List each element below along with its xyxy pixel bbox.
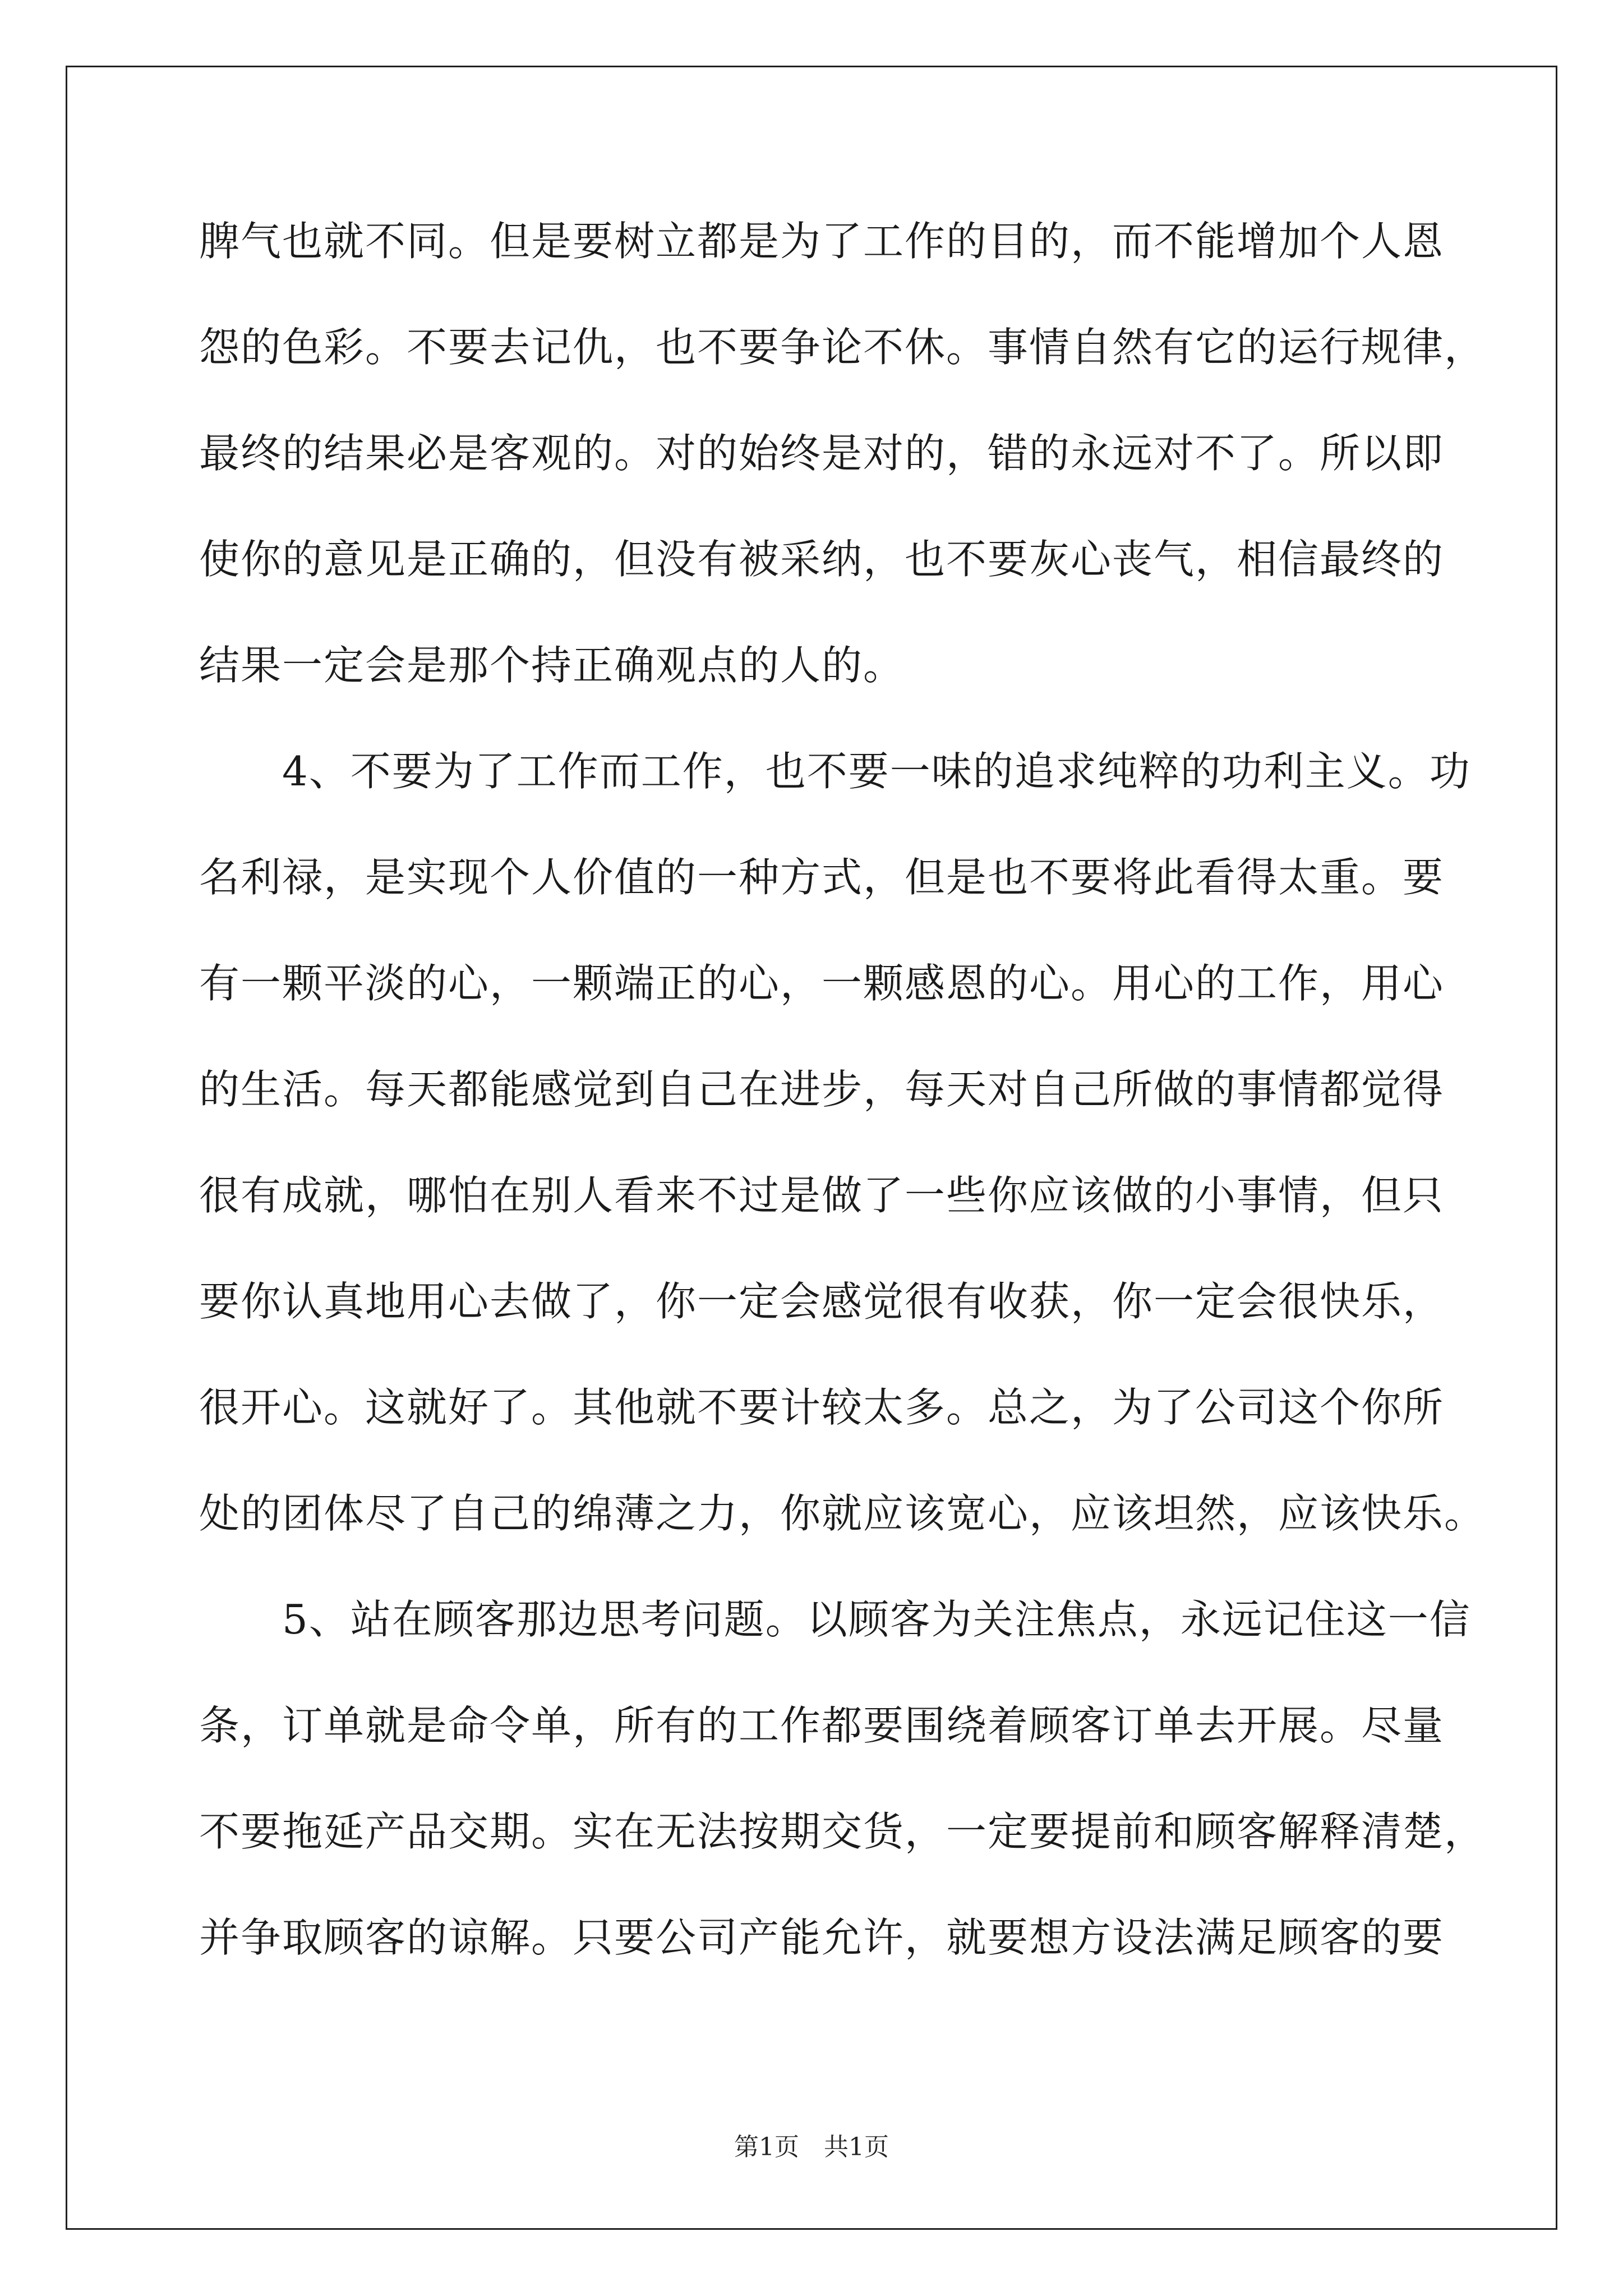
- document-body: [199, 213, 1486, 2016]
- text-line: 条，订单就是命令单，所有的工作都要围绕着顾客订单去开展。尽量: [199, 1702, 1445, 1749]
- text-line: 处的团体尽了自己的绵薄之力，你就应该宽心，应该坦然，应该快乐。: [199, 1490, 1486, 1537]
- text-line: 结果一定会是那个持正确观点的人的。: [199, 642, 905, 689]
- text-line: 使你的意见是正确的，但没有被采纳，也不要灰心丧气，相信最终的: [199, 536, 1445, 583]
- text-line: 名利禄，是实现个人价值的一种方式，但是也不要将此看得太重。要: [199, 854, 1445, 901]
- text-line: 要你认真地用心去做了，你一定会感觉很有收获，你一定会很快乐，: [199, 1278, 1445, 1325]
- text-line: 最终的结果必是客观的。对的始终是对的，错的永远对不了。所以即: [199, 430, 1445, 477]
- paragraph-start-line: 5、站在顾客那边思考问题。以顾客为关注焦点，永远记住这一信: [282, 1596, 1471, 1643]
- text-line: 不要拖延产品交期。实在无法按期交货，一定要提前和顾客解释清楚，: [199, 1808, 1486, 1855]
- text-line: 的生活。每天都能感觉到自己在进步，每天对自己所做的事情都觉得: [199, 1066, 1445, 1113]
- text-line: 怨的色彩。不要去记仇，也不要争论不休。事情自然有它的运行规律，: [199, 324, 1486, 371]
- text-line: 并争取顾客的谅解。只要公司产能允许，就要想方设法满足顾客的要: [199, 1914, 1445, 1961]
- text-line: 很有成就，哪怕在别人看来不过是做了一些你应该做的小事情，但只: [199, 1172, 1445, 1219]
- page-number-footer: 第1页 共1页: [734, 2133, 889, 2161]
- paragraph-start-line: 4、不要为了工作而工作，也不要一味的追求纯粹的功利主义。功: [282, 748, 1471, 795]
- text-line: 脾气也就不同。但是要树立都是为了工作的目的，而不能增加个人恩: [199, 218, 1445, 265]
- text-line: 有一颗平淡的心，一颗端正的心，一颗感恩的心。用心的工作，用心: [199, 960, 1445, 1007]
- text-line: 很开心。这就好了。其他就不要计较太多。总之，为了公司这个你所: [199, 1384, 1445, 1431]
